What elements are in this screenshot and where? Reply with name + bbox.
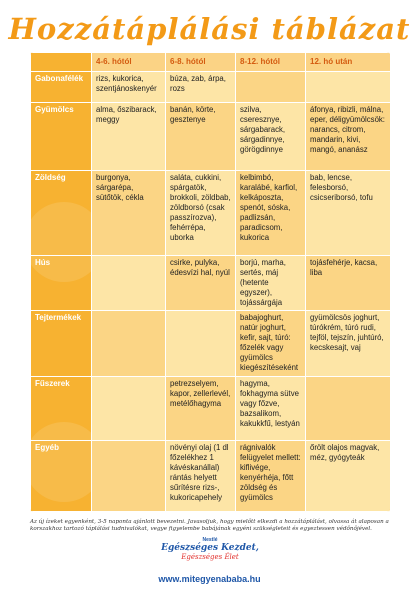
table-cell: tojásfehérje, kacsa, liba bbox=[306, 255, 391, 311]
table-cell bbox=[92, 441, 166, 512]
table-cell bbox=[306, 376, 391, 441]
table-cell bbox=[306, 72, 391, 103]
table-row bbox=[31, 170, 391, 255]
table-cell: kelbimbó, karalábé, karfiol, kelkáposzta, spenót, sóska, padlizsán, paradicsom, kukorica bbox=[236, 170, 306, 255]
table-cell: búza, zab, árpa, rozs bbox=[166, 72, 236, 103]
page-title: Hozzátáplálási táblázat bbox=[8, 12, 411, 46]
table-cell: saláta, cukkini, spárgatök, brokkoli, zöldbab, zöldborsó (csak passzírozva), fehérrépa, uborka bbox=[166, 170, 236, 255]
logo-brand: Nestlé bbox=[202, 537, 218, 543]
table-cell bbox=[92, 255, 166, 311]
table-corner bbox=[31, 53, 92, 72]
table-cell: gyümölcsös joghurt, túrókrém, túró rudi, tejföl, tejszín, juhtúró, kecskesajt, vaj bbox=[306, 311, 391, 377]
feeding-table bbox=[30, 52, 390, 512]
nestle-logo bbox=[150, 537, 270, 571]
column-header: 6-8. hótól bbox=[166, 53, 236, 72]
table-row bbox=[31, 103, 391, 171]
table-cell bbox=[92, 376, 166, 441]
column-header: 12. hó után bbox=[306, 53, 391, 72]
table-cell: alma, őszibarack, meggy bbox=[92, 103, 166, 171]
table-cell: rizs, kukorica, szentjánoskenyér bbox=[92, 72, 166, 103]
table-cell: szilva, cseresznye, sárgabarack, sárgadinnye, görögdinnye bbox=[236, 103, 306, 171]
table-cell: burgonya, sárgarépa, sütőtök, cékla bbox=[92, 170, 166, 255]
row-header: Gabonafélék bbox=[31, 72, 92, 103]
table-cell: növényi olaj (1 dl főzelékhez 1 kávéskanállal) rántás helyett sűrítésre rizs-, kukoricapehely bbox=[166, 441, 236, 512]
table-cell: petrezselyem, kapor, zellerlevél, metélőhagyma bbox=[166, 376, 236, 441]
row-header: Gyümölcs bbox=[31, 103, 92, 171]
table-row bbox=[31, 441, 391, 512]
row-header: Hús bbox=[31, 255, 92, 311]
row-header: Zöldség bbox=[31, 170, 92, 255]
footnote: Az új ízeket egyenként, 3-5 naponta ajánlott bevezetni. Javasoljuk, hogy mielőtt elkezdi a hozzátáplálást, olvassa át alaposan a korszakhoz tartozó táplálási tudnivalókat, vegye figyelembe babájának egyéni szükségleteit és egyeztessen védőnőjével. bbox=[30, 519, 389, 532]
table-cell: rágnivalók felügyelet mellett: kiflivége, kenyérhéja, főtt zöldség és gyümölcs bbox=[236, 441, 306, 512]
table-cell: csirke, pulyka, édesvízi hal, nyúl bbox=[166, 255, 236, 311]
table-cell: áfonya, ribizli, málna, eper, déligyümölcsök: narancs, citrom, mandarin, kivi, mangó, ananász bbox=[306, 103, 391, 171]
table-row bbox=[31, 376, 391, 441]
website-link[interactable]: www.mitegyenababa.hu bbox=[158, 574, 261, 584]
logo-line-1: Egészséges Kezdet, bbox=[161, 543, 259, 553]
row-header: Egyéb bbox=[31, 441, 92, 512]
row-header: Fűszerek bbox=[31, 376, 92, 441]
table-row bbox=[31, 311, 391, 377]
column-header: 4-6. hótól bbox=[92, 53, 166, 72]
table-cell: borjú, marha, sertés, máj (hetente egyszer), tojássárgája bbox=[236, 255, 306, 311]
table-cell: babajoghurt, natúr joghurt, kefir, sajt, túró: főzelék vagy gyümölcs kiegészítéseként bbox=[236, 311, 306, 377]
table-cell: őrölt olajos magvak, méz, gyógyteák bbox=[306, 441, 391, 512]
table-cell: hagyma, fokhagyma sütve vagy főzve, bazsalikom, kakukkfű, lestyán bbox=[236, 376, 306, 441]
table-cell bbox=[236, 72, 306, 103]
row-header: Tejtermékek bbox=[31, 311, 92, 377]
table-cell bbox=[166, 311, 236, 377]
table-row bbox=[31, 255, 391, 311]
logo-line-2: Egészséges Élet bbox=[181, 553, 239, 561]
column-header: 8-12. hótól bbox=[236, 53, 306, 72]
table-cell: banán, körte, gesztenye bbox=[166, 103, 236, 171]
table-cell bbox=[92, 311, 166, 377]
table-cell: bab, lencse, felesborsó, csicseriborsó, tofu bbox=[306, 170, 391, 255]
table-row bbox=[31, 72, 391, 103]
